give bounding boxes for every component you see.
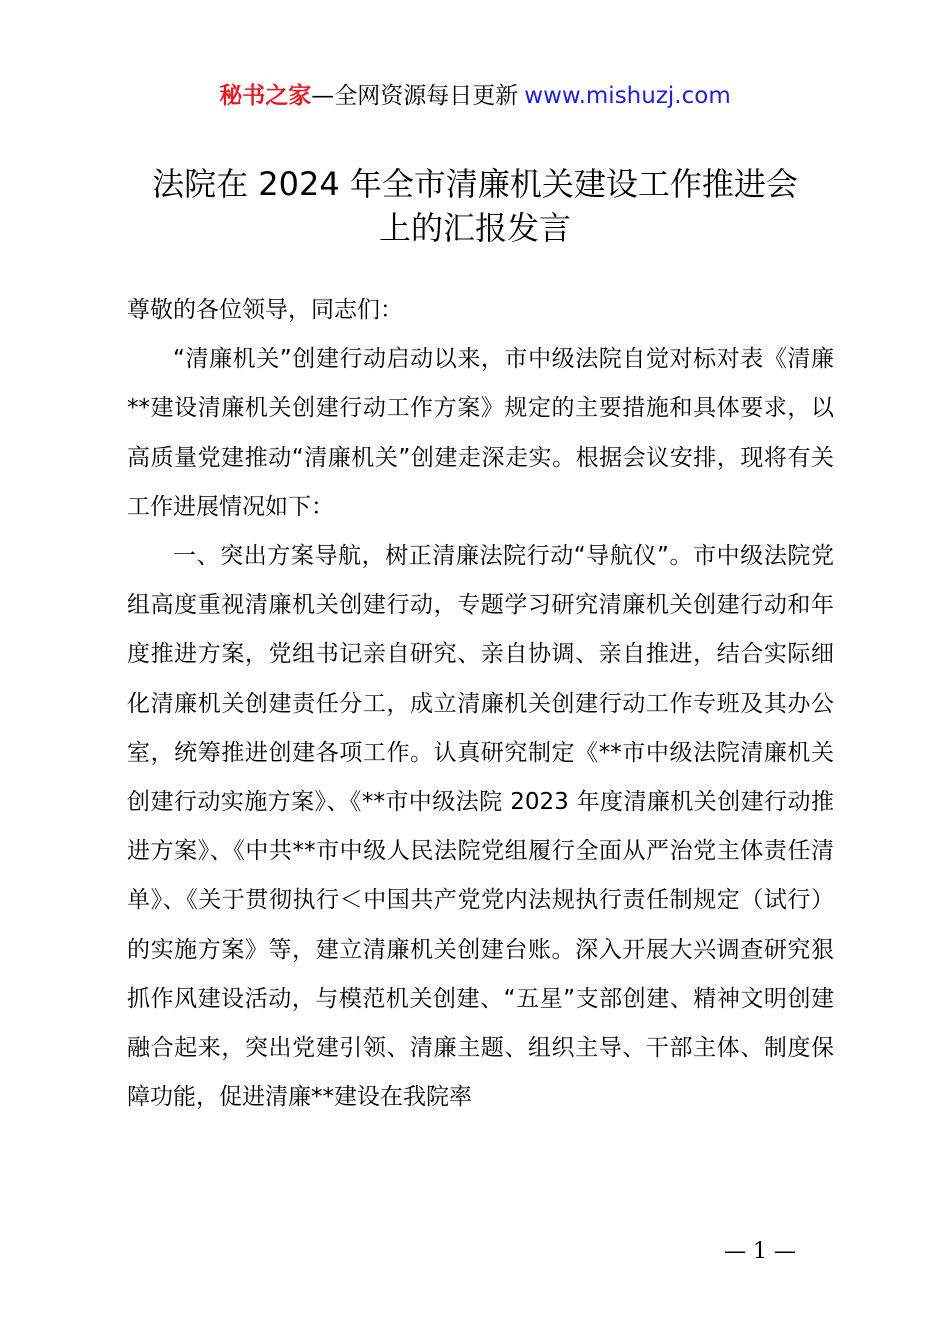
- document-title: [110, 162, 840, 250]
- title-line-2: 上的汇报发言: [378, 209, 571, 247]
- header-tagline: —全网资源每日更新: [311, 83, 519, 109]
- brand-name: 秘书之家: [219, 83, 312, 109]
- site-url[interactable]: www.mishuzj.com: [524, 83, 731, 109]
- site-header: [0, 80, 950, 112]
- intro-paragraph: “清廉机关”创建行动启动以来，市中级法院自觉对标对表《清廉**建设清廉机关创建行动工作方案》规定的主要措施和具体要求，以高质量党建推动“清廉机关”创建走深走实。根据会议安排，现将有关工作进展情况如下：: [127, 346, 834, 520]
- salutation: 尊敬的各位领导，同志们：: [127, 297, 403, 323]
- document-body: [127, 286, 834, 1122]
- title-line-1: 法院在 2024 年全市清廉机关建设工作推进会: [152, 165, 798, 203]
- page-number: — 1 —: [724, 1239, 796, 1264]
- section-one-paragraph: 一、突出方案导航，树正清廉法院行动“导航仪”。市中级法院党组高度重视清廉机关创建行动，专题学习研究清廉机关创建行动和年度推进方案，党组书记亲自研究、亲自协调、亲自推进，结合实际细化清廉机关创建责任分工，成立清廉机关创建行动工作专班及其办公室，统筹推进创建各项工作。认真研究制定《**市中级法院清廉机关创建行动实施方案》、《**市中级法院 2023 年度清廉机关创建行动推进方案》、《中共**市中级人民法院党组履行全面从严治党主体责任清单》、《关于贯彻执行＜中国共产党党内法规执行责任制规定（试行）的实施方案》等，建立清廉机关创建台账。深入开展大兴调查研究狠抓作风建设活动，与模范机关创建、“五星”支部创建、精神文明创建融合起来，突出党建引领、清廉主题、组织主导、干部主体、制度保障功能，促进清廉**建设在我院率: [127, 543, 834, 1111]
